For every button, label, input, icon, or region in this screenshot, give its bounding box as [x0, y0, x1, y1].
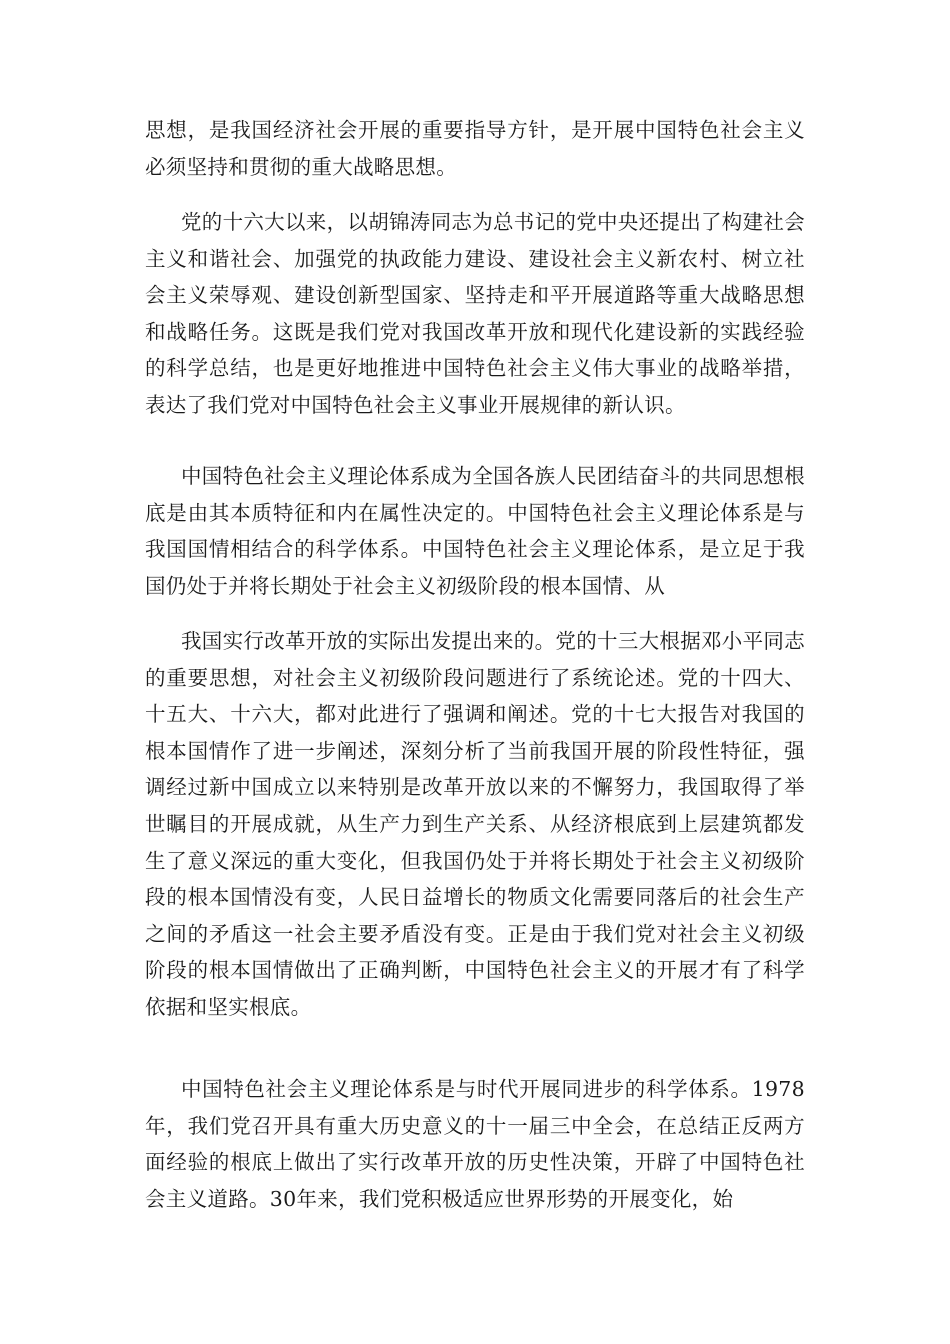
paragraph-3: 中国特色社会主义理论体系成为全国各族人民团结奋斗的共同思想根底是由其本质特征和内在属性决定的。中国特色社会主义理论体系是与我国国情相结合的科学体系。中国特色社会主义理论体系，是立足于我国仍处于并将长期处于社会主义初级阶段的根本国情、从 — [145, 464, 805, 598]
paragraph-4: 我国实行改革开放的实际出发提出来的。党的十三大根据邓小平同志的重要思想，对社会主义初级阶段问题进行了系统论述。党的十四大、十五大、十六大，都对此进行了强调和阐述。党的十七大报告对我国的根本国情作了进一步阐述，深刻分析了当前我国开展的阶段性特征，强调经过新中国成立以来特别是改革开放以来的不懈努力，我国取得了举世瞩目的开展成就，从生产力到生产关系、从经济根底到上层建筑都发生了意义深远的重大变化，但我国仍处于并将长期处于社会主义初级阶段的根本国情没有变，人民日益增长的物质文化需要同落后的社会生产之间的矛盾这一社会主要矛盾没有变。正是由于我们党对社会主义初级阶段的根本国情做出了正确判断，中国特色社会主义的开展才有了科学依据和坚实根底。 — [145, 629, 805, 1019]
paragraph-2: 党的十六大以来，以胡锦涛同志为总书记的党中央还提出了构建社会主义和谐社会、加强党的执政能力建设、建设社会主义新农村、树立社会主义荣辱观、建设创新型国家、坚持走和平开展道路等重大战略思想和战略任务。这既是我们党对我国改革开放和现代化建设新的实践经验的科学总结，也是更好地推进中国特色社会主义伟大事业的战略举措，表达了我们党对中国特色社会主义事业开展规律的新认识。 — [145, 210, 805, 417]
paragraph-1: 思想，是我国经济社会开展的重要指导方针，是开展中国特色社会主义必须坚持和贯彻的重大战略思想。 — [145, 118, 805, 179]
paragraph-5: 中国特色社会主义理论体系是与时代开展同进步的科学体系。1978年，我们党召开具有重大历史意义的十一届三中全会，在总结正反两方面经验的根底上做出了实行改革开放的历史性决策，开辟了中国特色社会主义道路。30年来，我们党积极适应世界形势的开展变化，始 — [145, 1077, 805, 1211]
